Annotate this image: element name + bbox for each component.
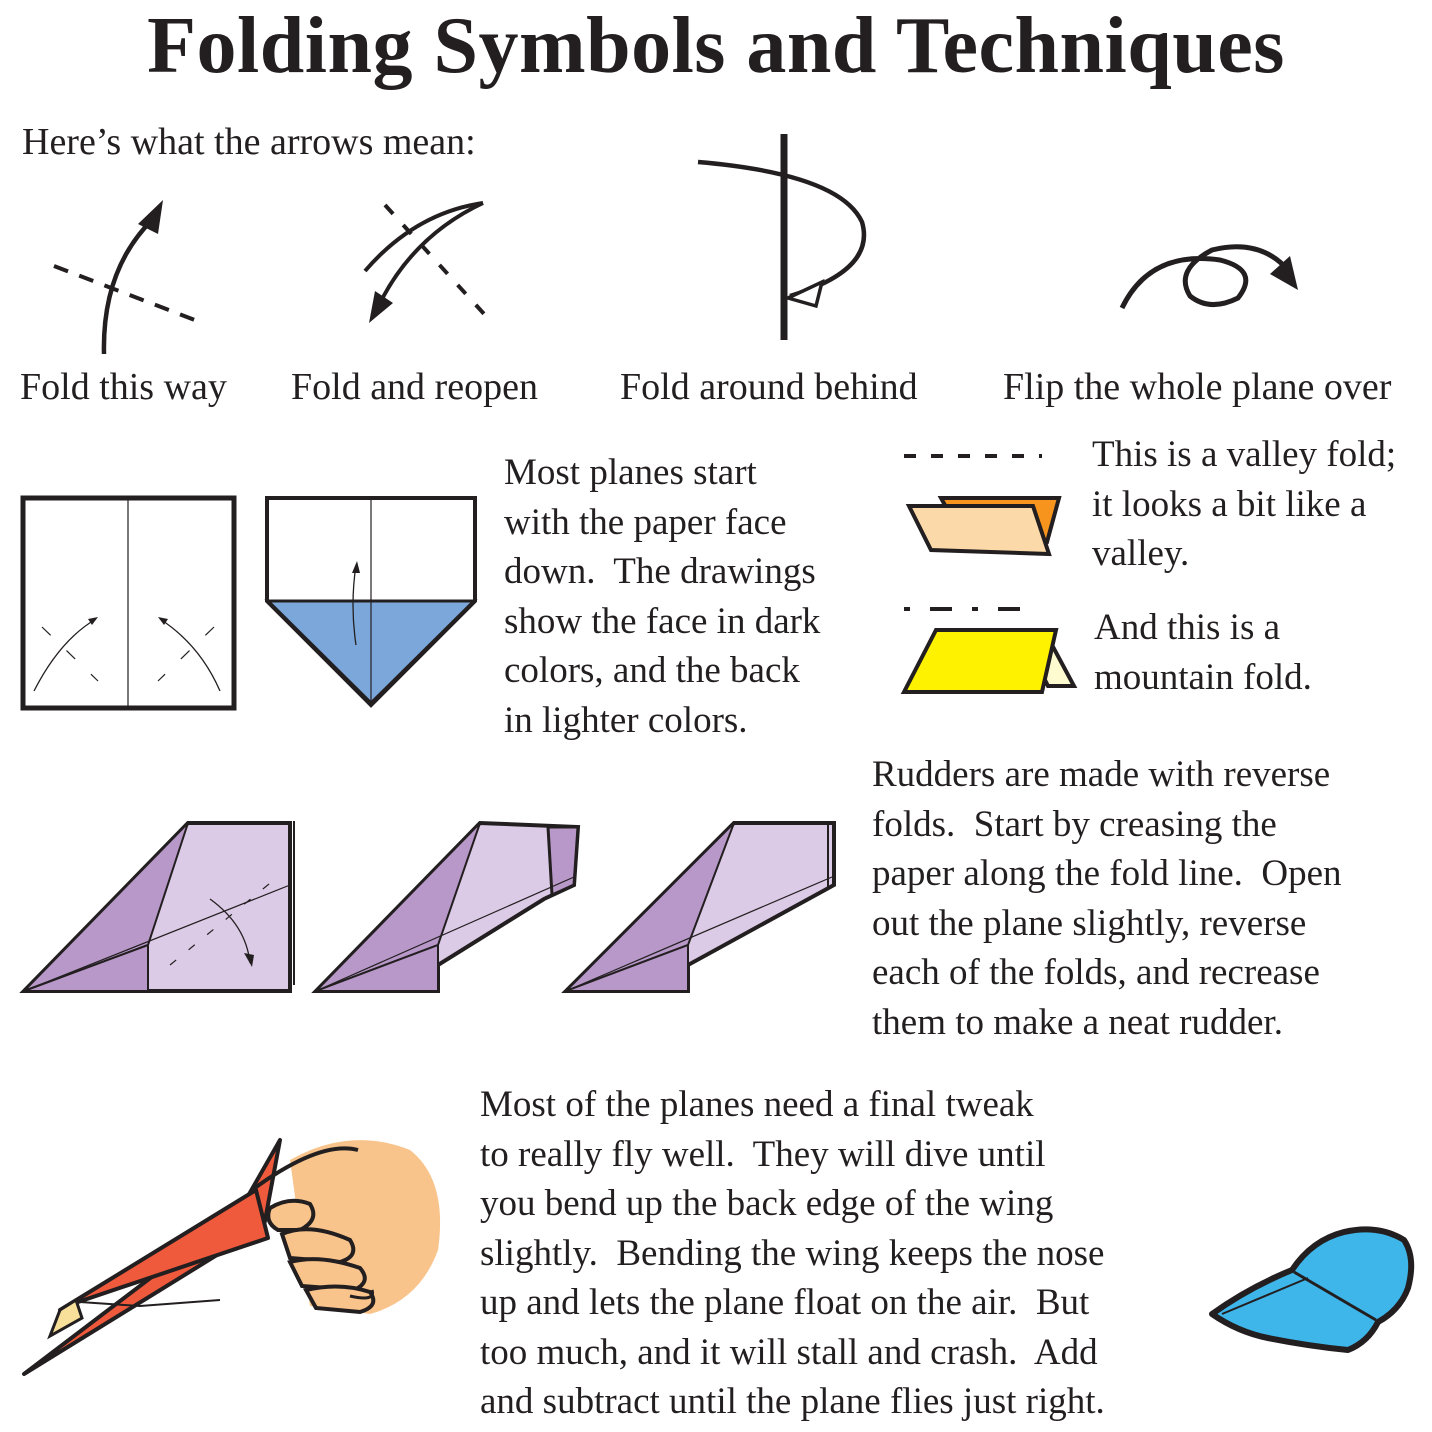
valley-fold-icon [905, 490, 1065, 560]
symbol-label-reopen: Fold and reopen [291, 366, 538, 408]
mountain-fold-icon [900, 622, 1080, 698]
fold-behind-arrow-icon [690, 130, 880, 345]
rudder-step-3-diagram [562, 815, 844, 997]
fold-reopen-arrow-icon [355, 195, 505, 335]
fold-arrow-icon [40, 190, 220, 360]
rudder-paragraph: Rudders are made with reverse folds. Start by creasing the paper along the fold line. Open out the plane slightly, reverse each of the folds, and recrease them to make a neat rudder. [872, 754, 1342, 1043]
tweak-paragraph: Most of the planes need a final tweak to really fly well. They will dive until you bend up the back edge of the wing slightly. Bending the wing keeps the nose up and lets the plane float on the air. But too much, and it will stall and crash. Add and subtract until the plane flies just right. [480, 1084, 1105, 1422]
face-down-paragraph: Most planes start with the paper face down. The drawings show the face in dark colors, and the back in lighter colors. [504, 452, 821, 741]
symbol-label-behind: Fold around behind [620, 366, 918, 408]
square-paper-diagram [20, 495, 238, 713]
rudder-step-1-diagram [20, 815, 300, 997]
valley-fold-text: This is a valley fold; it looks a bit like a valley. [1092, 434, 1397, 574]
blue-plane-illustration [1208, 1218, 1418, 1358]
intro-text: Here’s what the arrows mean: [22, 121, 476, 163]
hand-holding-plane-illustration [20, 1130, 445, 1380]
mountain-fold-line [902, 603, 1034, 615]
page-title: Folding Symbols and Techniques [147, 2, 1285, 90]
rudder-step-2-diagram [312, 815, 584, 997]
symbol-label-fold: Fold this way [20, 366, 227, 408]
symbol-label-flip: Flip the whole plane over [1003, 366, 1392, 408]
mountain-fold-text: And this is a mountain fold. [1094, 607, 1312, 698]
valley-fold-line [902, 450, 1044, 462]
flip-over-arrow-icon [1110, 230, 1310, 320]
folded-paper-diagram [264, 495, 479, 713]
